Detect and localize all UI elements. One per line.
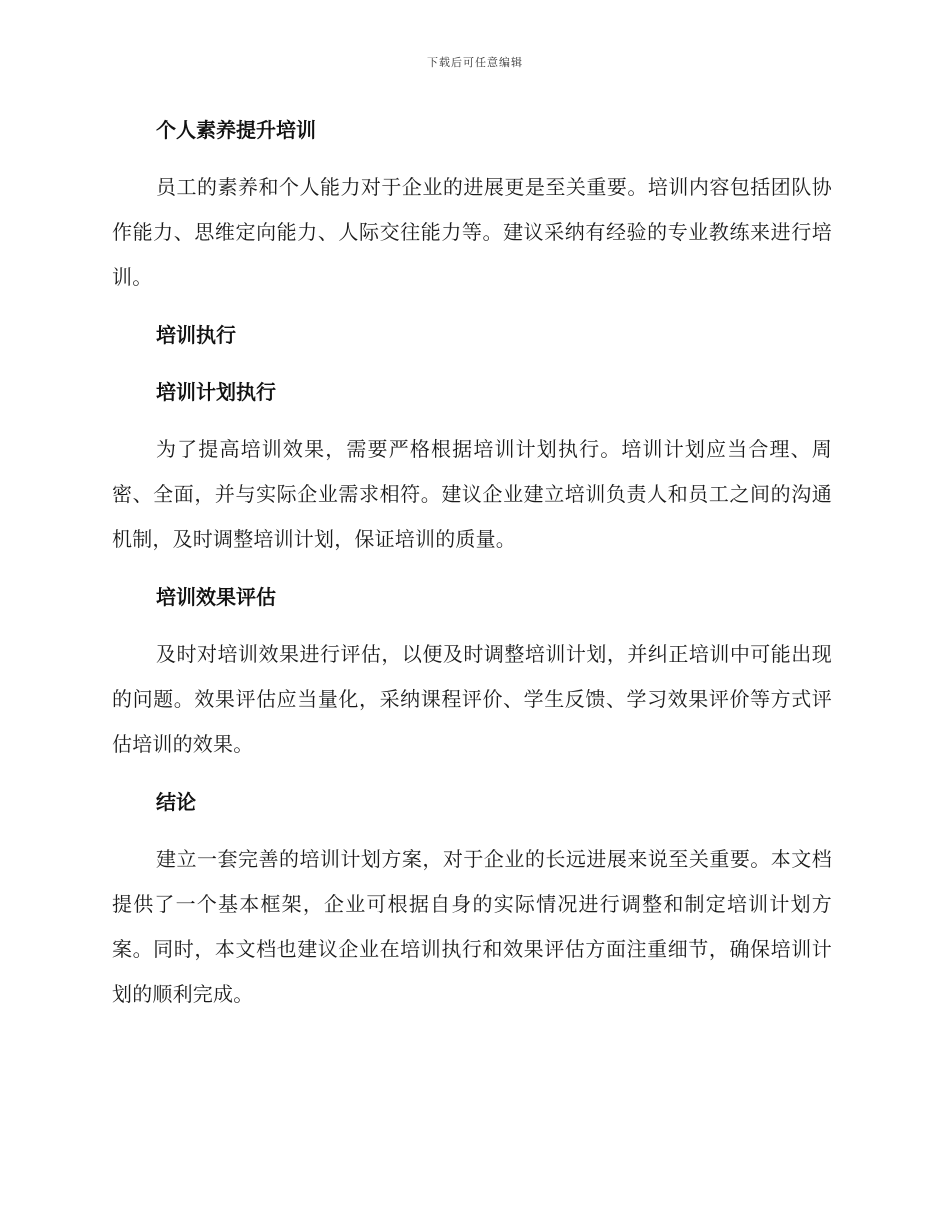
section-heading-personal-quality-training: 个人素养提升培训 <box>156 118 316 142</box>
paragraph-training-evaluation: 及时对培训效果进行评估，以便及时调整培训计划，并纠正培训中可能出现的问题。效果评估应当量化，采纳课程评价、学生反馈、学习效果评价等方式评估培训的效果。 <box>112 642 832 756</box>
section-heading-training-execution: 培训执行 <box>156 323 236 347</box>
paragraph-training-plan-execution: 为了提高培训效果，需要严格根据培训计划执行。培训计划应当合理、周密、全面，并与实际企业需求相符。建议企业建立培训负责人和员工之间的沟通机制，及时调整培训计划，保证培训的质量。 <box>112 437 832 551</box>
section-heading-training-evaluation: 培训效果评估 <box>156 585 276 609</box>
section-heading-training-plan-execution: 培训计划执行 <box>156 380 276 404</box>
page-header-note: 下载后可任意编辑 <box>427 56 523 69</box>
section-heading-conclusion: 结论 <box>156 790 196 814</box>
paragraph-conclusion: 建立一套完善的培训计划方案，对于企业的长远进展来说至关重要。本文档提供了一个基本框架，企业可根据自身的实际情况进行调整和制定培训计划方案。同时，本文档也建议企业在培训执行和效果评估方面注重细节，确保培训计划的顺利完成。 <box>112 847 832 1006</box>
document-body <box>112 108 832 1030</box>
paragraph-personal-quality-training: 员工的素养和个人能力对于企业的进展更是至关重要。培训内容包括团队协作能力、思维定向能力、人际交往能力等。建议采纳有经验的专业教练来进行培训。 <box>112 175 832 289</box>
